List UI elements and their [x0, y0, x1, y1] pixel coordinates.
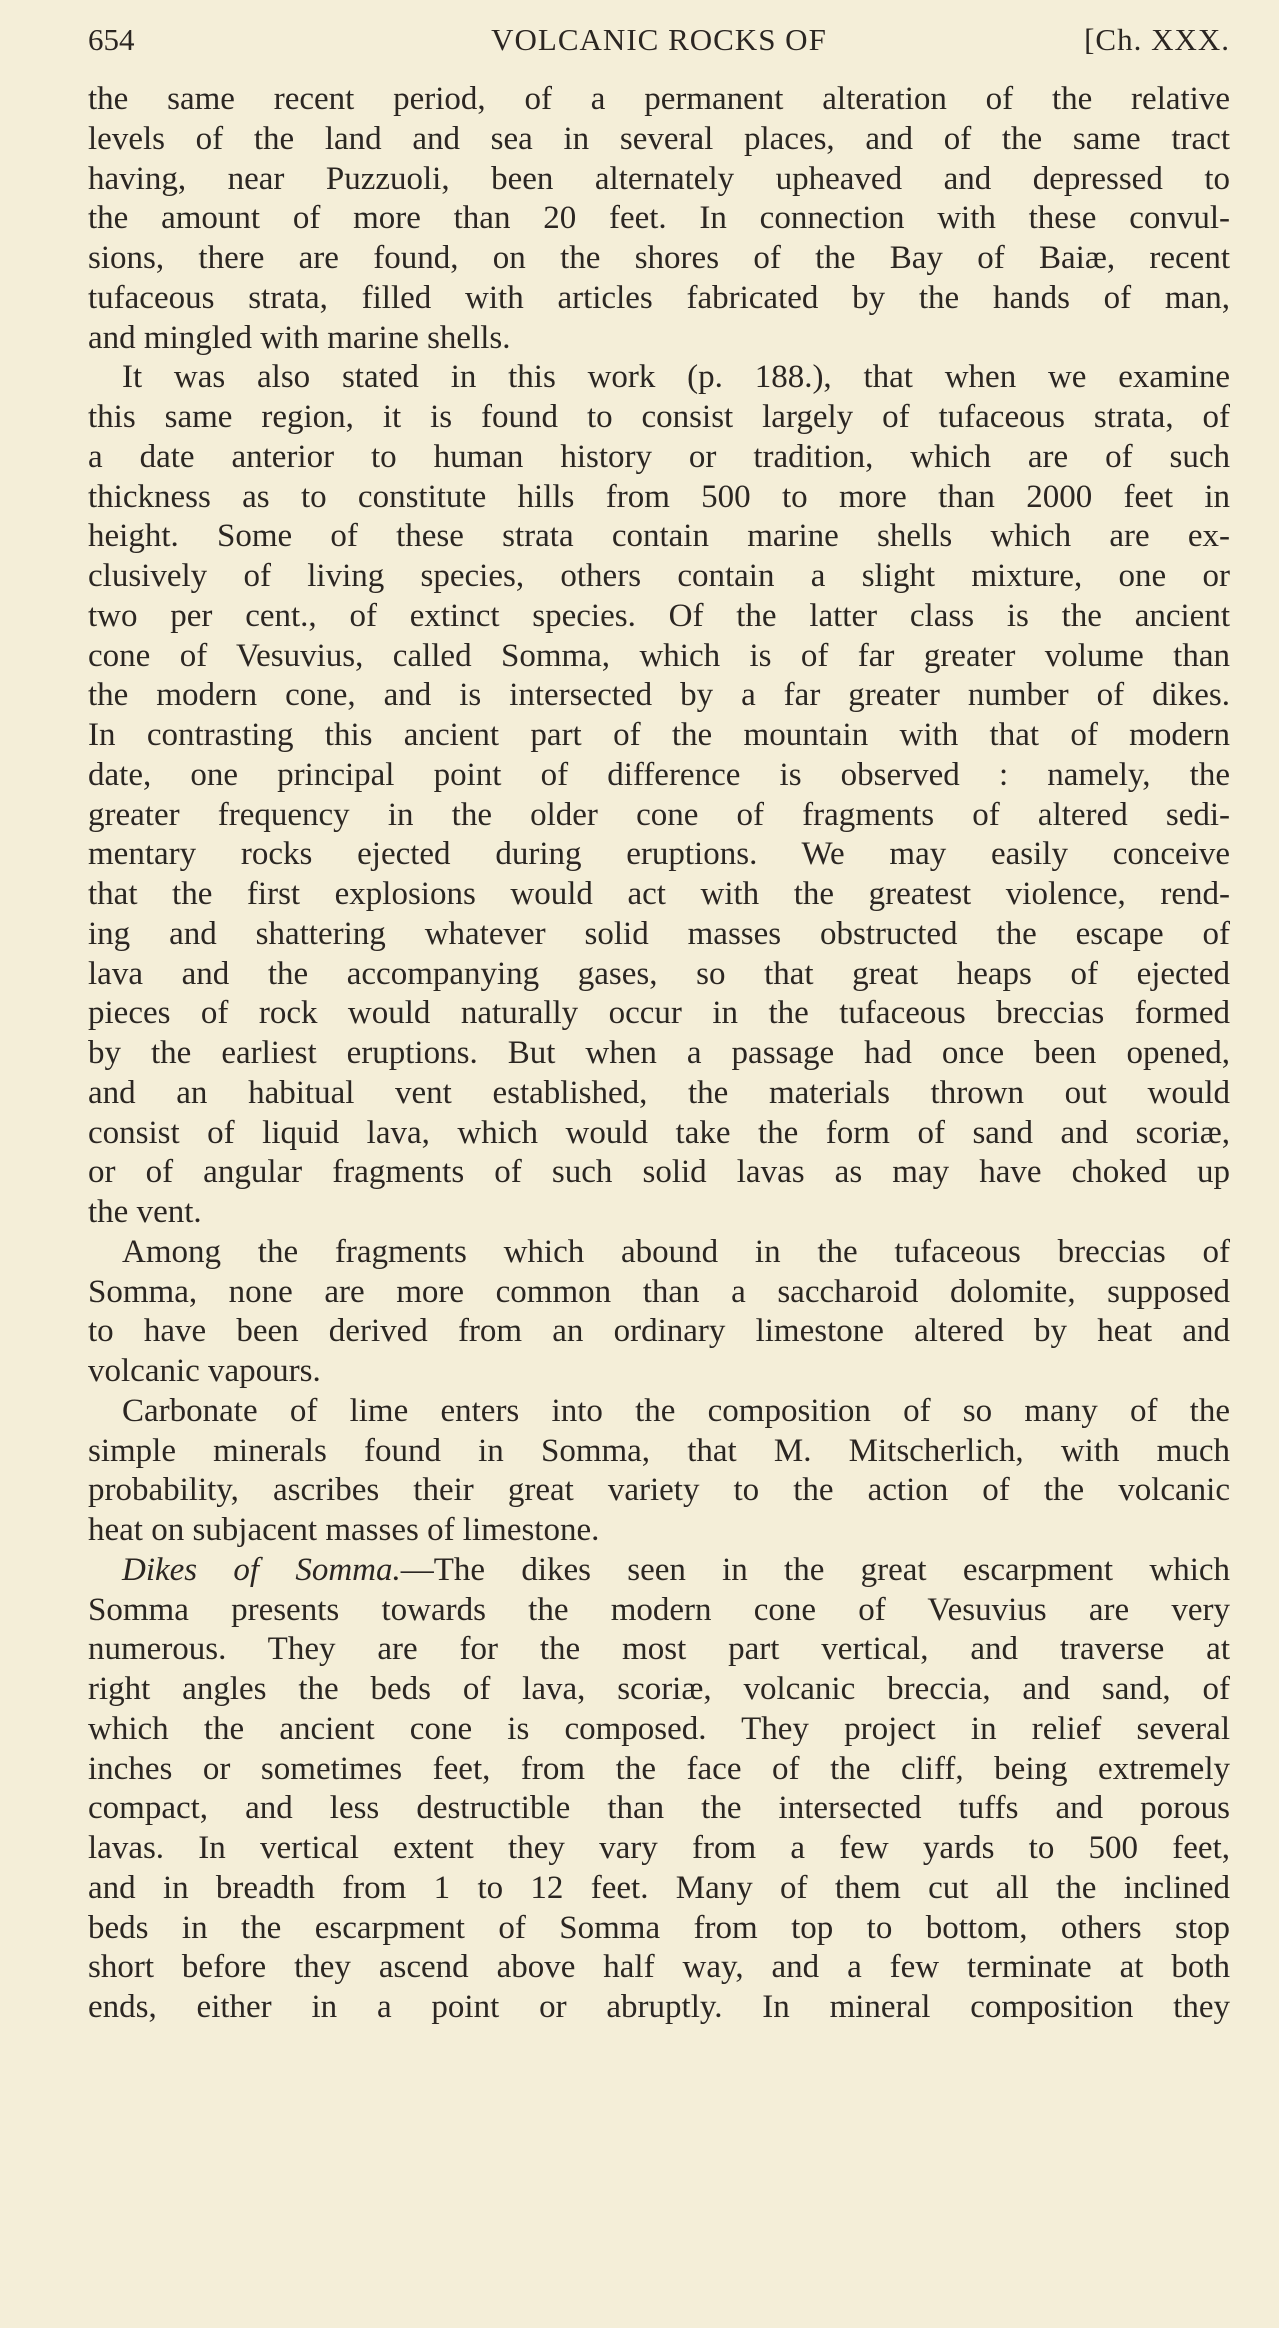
- text-line: [88, 478, 1230, 518]
- text-line-content: Somma presents towards the modern cone of Vesuvius are very: [88, 1591, 1230, 1628]
- text-line-content: a date anterior to human history or tradition, which are of such: [88, 438, 1230, 475]
- text-line: [88, 279, 1230, 319]
- text-line-content: lava and the accompanying gases, so that great heaps of ejected: [88, 955, 1230, 992]
- running-header: [88, 22, 1230, 66]
- text-line: [88, 1471, 1230, 1511]
- text-line: [88, 1074, 1230, 1114]
- text-line: [88, 1670, 1230, 1710]
- text-line-content: probability, ascribes their great variety to the action of the volcanic: [88, 1472, 1230, 1509]
- text-line-content: ends, either in a point or abruptly. In mineral composition they: [88, 1989, 1230, 2025]
- text-line: [88, 438, 1230, 478]
- text-line-content: inches or sometimes feet, from the face of the cliff, being extremely: [88, 1750, 1230, 1787]
- text-line: [88, 1988, 1230, 2028]
- text-line: [88, 1114, 1230, 1154]
- text-line-content: by the earliest eruptions. But when a passage had once been opened,: [88, 1035, 1230, 1071]
- text-line-content: clusively of living species, others contain a slight mixture, one or: [88, 558, 1230, 594]
- text-line-content: consist of liquid lava, which would take the form of sand and scoriæ,: [88, 1114, 1230, 1151]
- text-line-content: sions, there are found, on the shores of the Bay of Baiæ, recent: [88, 240, 1230, 276]
- text-line-content: or of angular fragments of such solid lavas as may have choked up: [88, 1154, 1230, 1191]
- text-line-content: Somma, none are more common than a saccharoid dolomite, supposed: [88, 1273, 1230, 1310]
- text-line-content: Carbonate of lime enters into the composition of so many of the: [122, 1392, 1230, 1429]
- text-line: [88, 1829, 1230, 1869]
- text-line: [88, 1948, 1230, 1988]
- text-line: [88, 1591, 1230, 1631]
- text-line: [88, 1312, 1230, 1352]
- section-heading-italic: Dikes of Somma.: [122, 1551, 401, 1588]
- text-line-content: simple minerals found in Somma, that M. Mitscherlich, with much: [88, 1432, 1230, 1469]
- text-line-content: numerous. They are for the most part vertical, and traverse at: [88, 1631, 1230, 1668]
- text-line-content: ing and shattering whatever solid masses obstructed the escape of: [88, 915, 1230, 952]
- text-line-content: greater frequency in the older cone of fragments of altered sedi-: [88, 796, 1230, 833]
- text-line: [88, 199, 1230, 239]
- text-line: [88, 1153, 1230, 1193]
- text-line-content: having, near Puzzuoli, been alternately upheaved and depressed to: [88, 160, 1230, 197]
- text-line: [88, 1789, 1230, 1829]
- text-line: [88, 517, 1230, 557]
- text-line-content: the vent.: [88, 1194, 202, 1230]
- text-line-content: —The dikes seen in the great escarpment which: [400, 1551, 1230, 1588]
- text-line-content: the same recent period, of a permanent alteration of the relative: [88, 81, 1230, 117]
- text-line: [88, 756, 1230, 796]
- text-line-content: that the first explosions would act with the greatest violence, rend-: [88, 876, 1230, 912]
- text-line-content: right angles the beds of lava, scoriæ, volcanic breccia, and sand, of: [88, 1671, 1230, 1707]
- text-line: [88, 955, 1230, 995]
- text-line: [88, 1193, 1230, 1233]
- text-line: [88, 160, 1230, 200]
- text-line-content: and mingled with marine shells.: [88, 319, 511, 356]
- chapter-label: [Ch. XXX.: [1084, 22, 1230, 57]
- text-line-content: which the ancient cone is composed. They project in relief several: [88, 1710, 1230, 1747]
- text-line: [88, 1750, 1230, 1790]
- text-line-content: the amount of more than 20 feet. In connection with these convul-: [88, 200, 1230, 237]
- page-body-text: [88, 80, 1230, 2028]
- text-line: [88, 239, 1230, 279]
- text-line: [88, 1551, 1230, 1591]
- text-line: [88, 1392, 1230, 1432]
- text-line-content: It was also stated in this work (p. 188.), that when we examine: [122, 359, 1230, 396]
- text-line: [88, 597, 1230, 637]
- text-line-content: short before they ascend above half way, and a few terminate at both: [88, 1949, 1230, 1986]
- text-line: [88, 1630, 1230, 1670]
- text-line-content: two per cent., of extinct species. Of the latter class is the ancient: [88, 597, 1230, 634]
- text-line-content: volcanic vapours.: [88, 1353, 321, 1389]
- text-line: [88, 1034, 1230, 1074]
- text-line-content: and an habitual vent established, the materials thrown out would: [88, 1074, 1230, 1111]
- text-line-content: beds in the escarpment of Somma from top to bottom, others stop: [88, 1909, 1230, 1946]
- text-line: [88, 120, 1230, 160]
- text-line-content: this same region, it is found to consist largely of tufaceous strata, of: [88, 399, 1230, 435]
- text-line-content: height. Some of these strata contain marine shells which are ex-: [88, 518, 1230, 555]
- text-line-content: mentary rocks ejected during eruptions. We may easily conceive: [88, 836, 1230, 873]
- text-line: [88, 1432, 1230, 1472]
- text-line-content: compact, and less destructible than the intersected tuffs and porous: [88, 1790, 1230, 1827]
- running-title: VOLCANIC ROCKS OF: [491, 22, 827, 57]
- text-line-content: tufaceous strata, filled with articles fabricated by the hands of man,: [88, 279, 1230, 316]
- text-line: [88, 398, 1230, 438]
- text-line: [88, 835, 1230, 875]
- text-line: [88, 716, 1230, 756]
- text-line: [88, 1233, 1230, 1273]
- text-line: [88, 676, 1230, 716]
- text-line: [88, 1909, 1230, 1949]
- text-line: [88, 1710, 1230, 1750]
- text-line-content: In contrasting this ancient part of the mountain with that of modern: [88, 717, 1230, 753]
- text-line: [88, 1511, 1230, 1551]
- text-line-content: heat on subjacent masses of limestone.: [88, 1512, 600, 1548]
- text-line: [88, 80, 1230, 120]
- text-line: [88, 875, 1230, 915]
- text-line: [88, 915, 1230, 955]
- text-line: [88, 1273, 1230, 1313]
- text-line: [88, 1352, 1230, 1392]
- text-line: [88, 319, 1230, 359]
- text-line-content: Among the fragments which abound in the tufaceous breccias of: [122, 1233, 1230, 1270]
- text-line-content: date, one principal point of difference is observed : namely, the: [88, 756, 1230, 793]
- text-line: [88, 358, 1230, 398]
- text-line-content: levels of the land and sea in several places, and of the same tract: [88, 120, 1230, 157]
- text-line-content: and in breadth from 1 to 12 feet. Many of them cut all the inclined: [88, 1869, 1230, 1906]
- text-line-content: thickness as to constitute hills from 500 to more than 2000 feet in: [88, 478, 1230, 515]
- text-line-content: cone of Vesuvius, called Somma, which is of far greater volume than: [88, 637, 1230, 674]
- text-line: [88, 637, 1230, 677]
- text-line: [88, 557, 1230, 597]
- text-line: [88, 796, 1230, 836]
- page-number: 654: [88, 22, 135, 57]
- text-line-content: pieces of rock would naturally occur in the tufaceous breccias formed: [88, 995, 1230, 1032]
- text-line: [88, 994, 1230, 1034]
- text-line-content: the modern cone, and is intersected by a far greater number of dikes.: [88, 677, 1230, 714]
- text-line-content: lavas. In vertical extent they vary from a few yards to 500 feet,: [88, 1830, 1230, 1866]
- text-line-content: to have been derived from an ordinary limestone altered by heat and: [88, 1313, 1230, 1350]
- text-line: [88, 1869, 1230, 1909]
